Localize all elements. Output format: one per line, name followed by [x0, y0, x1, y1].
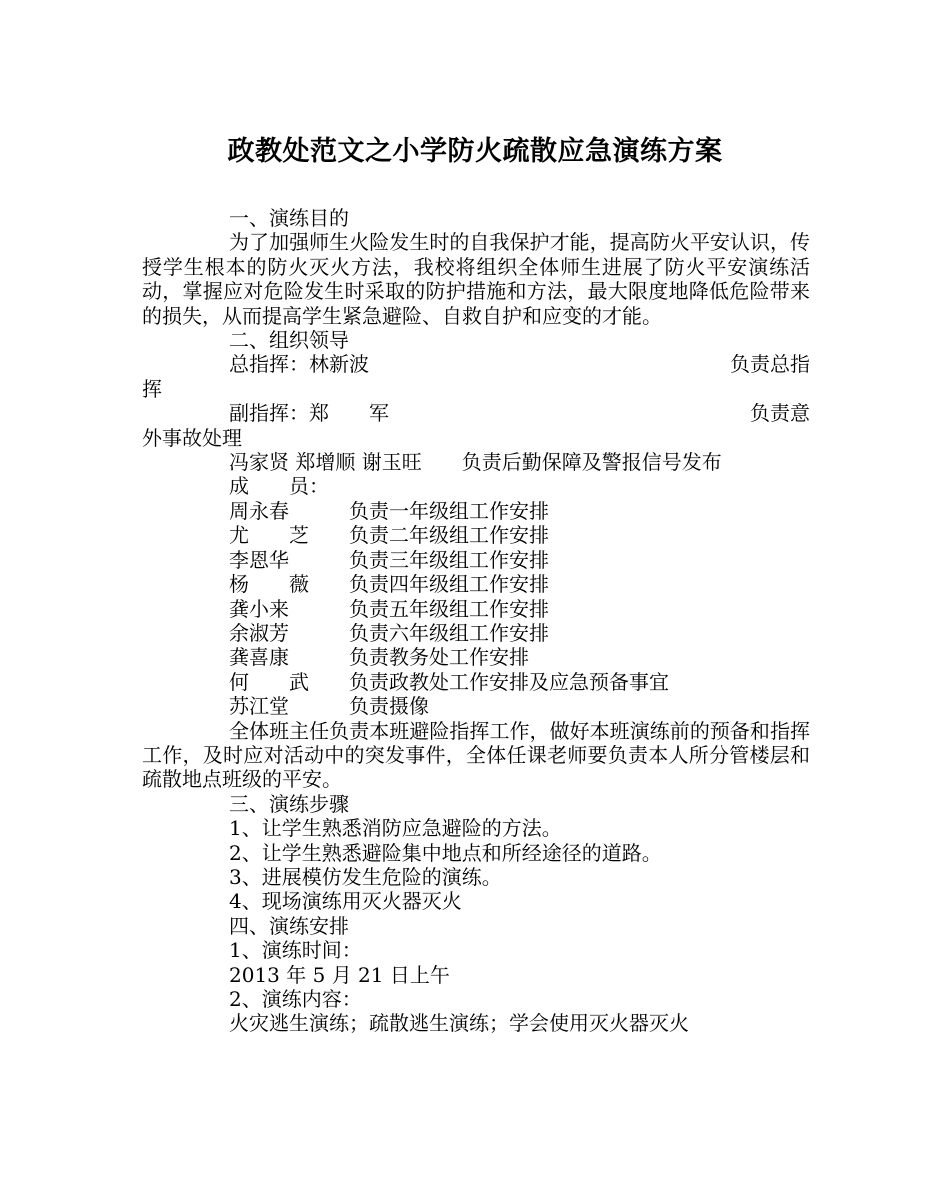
member-name: 龚小来	[229, 596, 289, 621]
member-duty: 负责五年级组工作安排	[349, 596, 549, 621]
step-item: 2、让学生熟悉避险集中地点和所经途径的道路。	[229, 840, 662, 865]
member-duty: 负责四年级组工作安排	[349, 572, 549, 597]
section-4-heading: 四、演练安排	[229, 913, 349, 938]
member-row	[142, 548, 810, 572]
commander-duty: 负责总指	[730, 352, 810, 377]
commander-line	[142, 352, 810, 376]
member-name: 苏江堂	[229, 694, 289, 719]
member-row	[142, 621, 810, 645]
commander-duty-wrap: 挥	[142, 376, 162, 401]
drill-time-label: 1、演练时间：	[229, 938, 362, 963]
logistics-line: 冯家贤 郑增顺 谢玉旺 负责后勤保障及警报信号发布	[229, 450, 722, 475]
member-name: 龚喜康	[229, 645, 289, 670]
members-label: 成 员：	[229, 474, 329, 499]
member-row	[142, 597, 810, 621]
section-1-heading: 一、演练目的	[229, 206, 349, 230]
member-row	[142, 572, 810, 596]
member-name: 何 武	[229, 669, 309, 694]
drill-time-value: 2013 年 5 月 21 日上午	[229, 962, 450, 987]
member-name: 周永春	[229, 498, 289, 523]
member-duty: 负责二年级组工作安排	[349, 523, 549, 548]
member-duty: 负责政教处工作安排及应急预备事宜	[349, 669, 669, 694]
member-duty: 负责教务处工作安排	[349, 645, 529, 670]
member-name: 尤 芝	[229, 523, 309, 548]
commander-name: 总指挥：林新波	[229, 352, 369, 377]
member-name: 余淑芳	[229, 620, 289, 645]
member-row	[142, 645, 810, 669]
member-name: 李恩华	[229, 547, 289, 572]
step-item: 1、让学生熟悉消防应急避险的方法。	[229, 816, 562, 841]
member-duty: 负责六年级组工作安排	[349, 620, 549, 645]
member-row	[142, 499, 810, 523]
member-duty: 负责三年级组工作安排	[349, 547, 549, 572]
deputy-name: 副指挥：郑 军	[229, 401, 389, 426]
member-row	[142, 694, 810, 718]
member-duty: 负责摄像	[349, 694, 429, 719]
member-row	[142, 670, 810, 694]
section-2-paragraph: 全体班主任负责本班避险指挥工作，做好本班演练前的预备和指挥工作，及时应对活动中的突发事件，全体任课老师要负责本人所分管楼层和疏散地点班级的平安。	[142, 718, 810, 792]
deputy-line	[142, 401, 810, 425]
member-name: 杨 薇	[229, 572, 309, 597]
document-body	[142, 206, 810, 1036]
deputy-duty-wrap: 外事故处理	[142, 425, 242, 450]
drill-content-label: 2、演练内容：	[229, 987, 362, 1011]
section-3-heading: 三、演练步骤	[229, 791, 349, 816]
section-2-heading: 二、组织领导	[229, 328, 349, 353]
drill-content-value: 火灾逃生演练；疏散逃生演练；学会使用灭火器灭火	[229, 1011, 689, 1036]
deputy-duty: 负责意	[750, 401, 810, 426]
step-item: 4、现场演练用灭火器灭火	[229, 889, 462, 914]
member-row	[142, 523, 810, 547]
step-item: 3、进展模仿发生危险的演练。	[229, 864, 502, 889]
document-title: 政教处范文之小学防火疏散应急演练方案	[227, 136, 723, 167]
section-1-paragraph: 为了加强师生火险发生时的自我保护才能，提高防火平安认识，传授学生根本的防火灭火方法，我校将组织全体师生进展了防火平安演练活动，掌握应对危险发生时采取的防护措施和方法，最大限度地降低危险带来的损失，从而提高学生紧急避险、自救自护和应变的才能。	[142, 230, 810, 328]
member-duty: 负责一年级组工作安排	[349, 498, 549, 523]
